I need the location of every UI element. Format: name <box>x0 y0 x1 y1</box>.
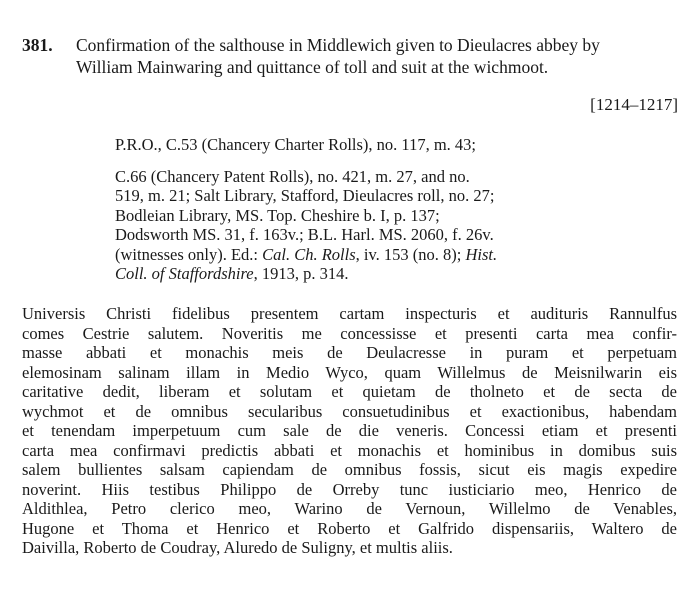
charter-text <box>22 304 677 558</box>
charter-text-line: wychmot et de omnibus secularibus consuetudinibus et exactionibus, habendam <box>22 401 677 421</box>
charter-date: [1214–1217] <box>590 95 678 114</box>
charter-title-line: William Mainwaring and quittance of toll and suit at the wichmoot. <box>76 57 549 77</box>
charter-text-line: salem bullientes salsam capiendam de omnibus fossis, sicut eis magis expedire <box>22 460 677 479</box>
source-line: Dodsworth MS. 31, f. 163v.; B.L. Harl. MS. 2060, f. 26v. <box>115 225 494 244</box>
edition-mid: , iv. 153 (no. 8); <box>355 244 466 264</box>
edition-suffix: , 1913, p. 314. <box>253 264 349 283</box>
source-line: 519, m. 21; Salt Library, Stafford, Dieulacres roll, no. 27; <box>115 186 495 205</box>
charter-text-line: et tenendam imperpetuum cum sale de die veneris. Concessi etiam et presenti <box>22 421 677 440</box>
charter-title <box>76 34 686 78</box>
charter-text-line: Aldithlea, Petro clerico meo, Warino de Vernoun, Willelmo de Venables, <box>22 499 677 518</box>
source-line: C.66 (Chancery Patent Rolls), no. 421, m. 27, and no. <box>115 166 470 186</box>
source-line: P.R.O., C.53 (Chancery Charter Rolls), no. 117, m. 43; <box>115 135 476 154</box>
source-line: Bodleian Library, MS. Top. Cheshire b. I, p. 137; <box>115 205 440 225</box>
edition-coll-staffs: Coll. of Staffordshire <box>115 264 254 283</box>
charter-text-line: carta mea confirmavi predictis abbati et monachis et hominibus in domibus suis <box>22 440 677 460</box>
sources-block <box>115 135 585 284</box>
charter-text-line: Hugone et Thoma et Henrico et Roberto et Galfrido dispensariis, Waltero de <box>22 518 677 538</box>
edition-prefix: (witnesses only). Ed.: <box>115 244 263 264</box>
edition-hist: Hist. <box>465 244 498 264</box>
charter-text-line: Universis Christi fidelibus presentem cartam inspecturis et audituris Rannulfus <box>22 304 677 323</box>
charter-title-line: Confirmation of the salthouse in Middlewich given to Dieulacres abbey by <box>76 35 600 55</box>
charter-text-line: elemosinam salinam illam in Medio Wyco, quam Willelmus de Meisnilwarin eis <box>22 362 677 382</box>
charter-text-line: Daivilla, Roberto de Coudray, Aluredo de Suligny, et multis aliis. <box>22 538 453 557</box>
edition-line <box>115 245 585 265</box>
charter-text-line: masse abbati et monachis meis de Deulacresse in puram et perpetuam <box>22 343 677 362</box>
charter-text-line: comes Cestrie salutem. Noveritis me concessisse et presenti carta mea confir- <box>22 323 677 343</box>
charter-number: 381. <box>22 35 53 55</box>
edition-cal-ch-rolls: Cal. Ch. Rolls <box>262 244 356 264</box>
edition-line <box>115 264 585 284</box>
charter-text-line: caritative dedit, liberam et solutam et quietam de tholneto et de secta de <box>22 382 677 401</box>
charter-text-line: noverint. Hiis testibus Philippo de Orreby tunc iusticiario meo, Henrico de <box>22 479 677 499</box>
